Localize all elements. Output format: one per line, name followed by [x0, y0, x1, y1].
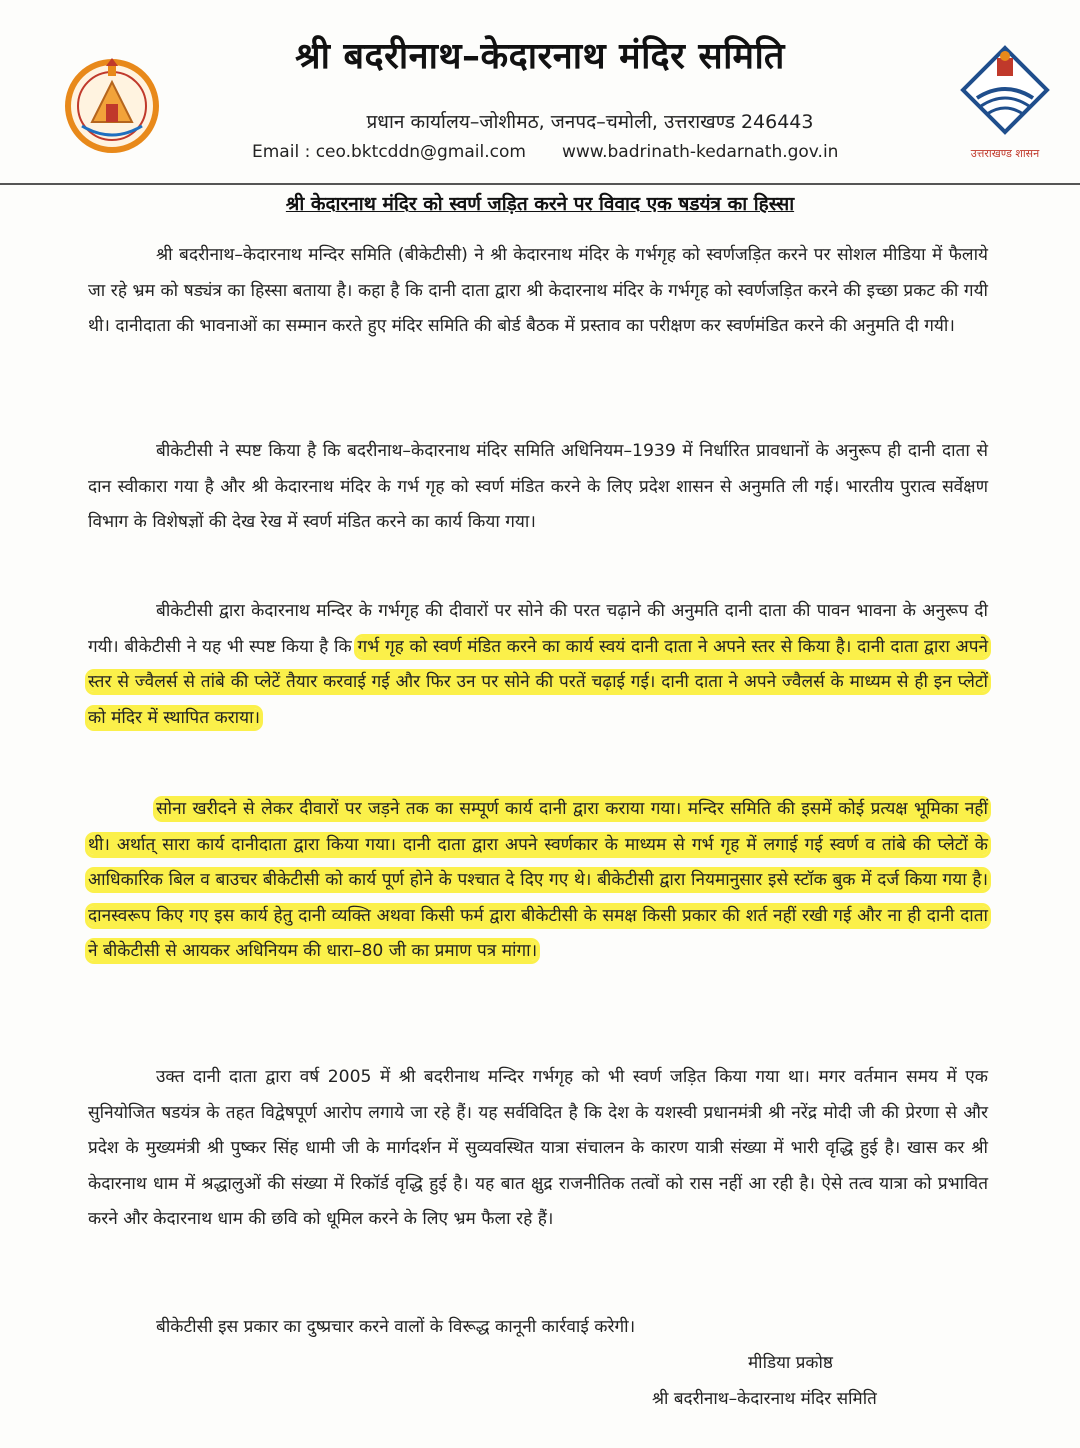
paragraph-1	[88, 238, 988, 345]
email-address[interactable]: Email : ceo.bktcddn@gmail.com	[252, 142, 526, 162]
header-divider	[0, 183, 1080, 185]
paragraph-6	[88, 1310, 988, 1346]
press-release-headline: श्री केदारनाथ मंदिर को स्वर्ण जड़ित करने पर विवाद एक षडयंत्र का हिस्सा	[285, 193, 795, 215]
govt-caption: उत्तराखण्ड शासन	[970, 147, 1040, 160]
org-signature: श्री बदरीनाथ–केदारनाथ मंदिर समिति	[652, 1389, 877, 1409]
paragraph-3-text: बीकेटीसी द्वारा केदारनाथ मन्दिर के गर्भगृह की दीवारों पर सोने की परत चढ़ाने की अनुमति दानी दाता की पावन भावना के अनुरूप दी गयी। बीकेटीसी ने यह भी स्पष्ट किया है कि	[88, 601, 988, 657]
contact-line	[252, 142, 852, 162]
website-link[interactable]: www.badrinath-kedarnath.gov.in	[561, 142, 839, 162]
temple-committee-logo	[62, 52, 162, 156]
org-title: श्री बदरीनाथ–केदारनाथ मंदिर समिति	[295, 36, 785, 77]
paragraph-2	[88, 434, 988, 541]
highlighted-passage: गर्भ गृह को स्वर्ण मंडित करने का कार्य स्वयं दानी दाता ने अपने स्तर से किया है। दानी दाता द्वारा अपने स्तर से ज्वैलर्स से तांबे की प्लेटें तैयार करवाई गई और फिर उन पर सोने की परतें चढ़ाई गई। दानी दाता ने अपने ज्वैलर्स के माध्यम से ही इन प्लेटों को मंदिर में स्थापित कराया।	[88, 636, 988, 728]
paragraph-5-text: उक्त दानी दाता द्वारा वर्ष 2005 में श्री बदरीनाथ मन्दिर गर्भगृह को भी स्वर्ण जड़ित किया गया था। मगर वर्तमान समय में एक सुनियोजित षडयंत्र के तहत विद्वेषपूर्ण आरोप लगाये जा रहे हैं। यह सर्वविदित है कि देश के यशस्वी प्रधानमंत्री श्री नरेंद्र मोदी जी की प्रेरणा से और प्रदेश के मुख्यमंत्री श्री पुष्कर सिंह धामी जी के मार्गदर्शन में सुव्यवस्थित यात्रा संचालन के कारण यात्री संख्या में भारी वृद्धि हुई है। खास कर श्री केदारनाथ धाम में श्रद्धालुओं की संख्या में रिकॉर्ड वृद्धि हुई है। यह बात क्षुद्र राजनीतिक तत्वों को रास नहीं आ रही है। ऐसे तत्व यात्रा को प्रभावित करने और केदारनाथ धाम की छवि को धूमिल करने के लिए भ्रम फैला रहे हैं।	[88, 1067, 988, 1229]
paragraph-1-text: श्री बदरीनाथ–केदारनाथ मन्दिर समिति (बीकेटीसी) ने श्री केदारनाथ मंदिर के गर्भगृह को स्वर्णजड़ित करने पर सोशल मीडिया में फैलाये जा रहे भ्रम को षड्यंत्र का हिस्सा बताया है। कहा है कि दानी दाता द्वारा श्री केदारनाथ मंदिर के गर्भगृह को स्वर्णजड़ित करने की इच्छा प्रकट की गयी थी। दानीदाता की भावनाओं का सम्मान करते हुए मंदिर समिति की बोर्ड बैठक में प्रस्ताव का परीक्षण कर स्वर्णमंडित करने की अनुमति दी गयी।	[88, 245, 988, 336]
office-address: प्रधान कार्यालय–जोशीमठ, जनपद–चमोली, उत्तराखण्ड 246443	[366, 111, 814, 133]
highlighted-passage: सोना खरीदने से लेकर दीवारों पर जड़ने तक का सम्पूर्ण कार्य दानी द्वारा कराया गया। मन्दिर समिति की इसमें कोई प्रत्यक्ष भूमिका नहीं थी। अर्थात् सारा कार्य दानीदाता द्वारा किया गया। दानी दाता द्वारा अपने स्वर्णकार के माध्यम से गर्भ गृह में लगाई गई स्वर्ण व तांबे की प्लेटों के आधिकारिक बिल व बाउचर बीकेटीसी को कार्य पूर्ण होने के पश्चात दे दिए गए थे। बीकेटीसी द्वारा नियमानुसार इसे स्टॉक बुक में दर्ज किया गया है। दानस्वरूप किए गए इस कार्य हेतु दानी व्यक्ति अथवा किसी फर्म द्वारा बीकेटीसी के समक्ष किसी प्रकार की शर्त नहीं रखी गई और ना ही दानी दाता ने बीकेटीसी से आयकर अधिनियम की धारा–80 जी का प्रमाण पत्र मांगा।	[88, 799, 988, 961]
letterhead	[0, 0, 1080, 186]
paragraph-4	[88, 792, 988, 970]
paragraph-5	[88, 1060, 988, 1238]
paragraph-3	[88, 594, 988, 736]
media-cell-signature: मीडिया प्रकोष्ठ	[748, 1353, 833, 1373]
paragraph-6-text: बीकेटीसी इस प्रकार का दुष्प्रचार करने वालों के विरूद्ध कानूनी कार्रवाई करेगी।	[156, 1317, 636, 1337]
paragraph-2-text: बीकेटीसी ने स्पष्ट किया है कि बदरीनाथ–केदारनाथ मंदिर समिति अधिनियम–1939 में निर्धारित प्रावधानों के अनुरूप ही दानी दाता से दान स्वीकारा गया है और श्री केदारनाथ मंदिर के गर्भ गृह को स्वर्ण मंडित करने के लिए प्रदेश शासन से अनुमति ली गई। भारतीय पुरात्व सर्वेक्षण विभाग के विशेषज्ञों की देख रेख में स्वर्ण मंडित करने का कार्य किया गया।	[88, 441, 989, 532]
